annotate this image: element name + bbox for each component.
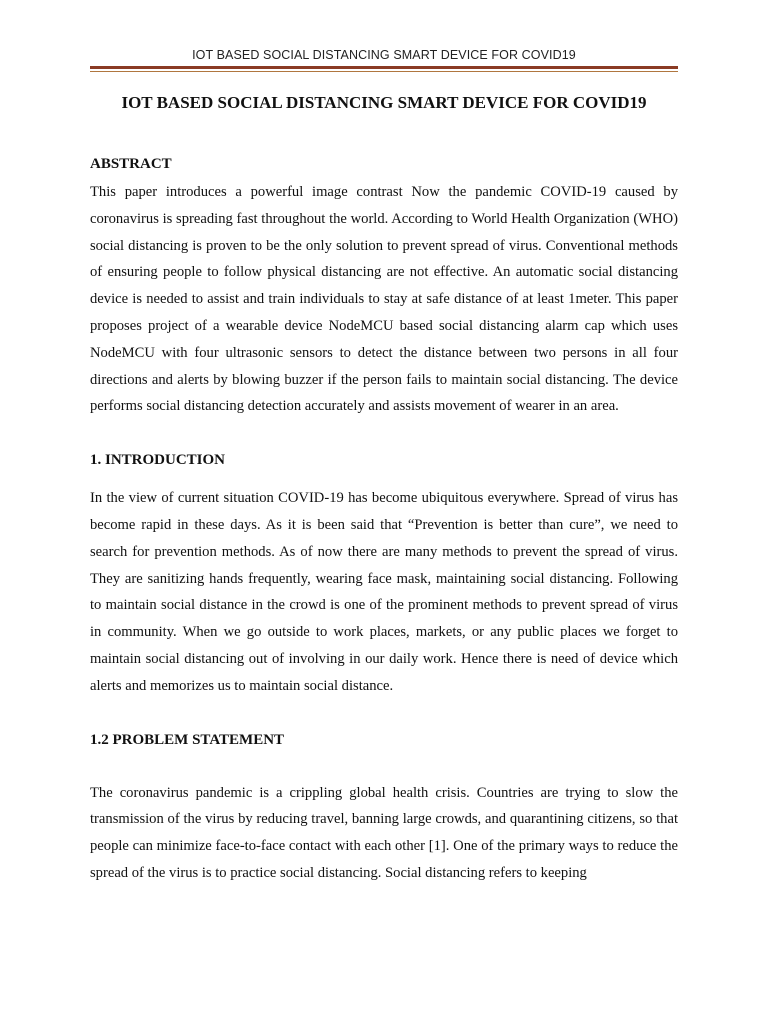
abstract-paragraph: This paper introduces a powerful image contrast Now the pandemic COVID-19 caused by coronavirus is spreading fast throughout the world. According to World Health Organization (WHO) social distancing is proven to be the only solution to prevent spread of virus. Conventional methods of ensuring people to follow physical distancing are not effective. An automatic social distancing device is needed to assist and train individuals to stay at safe distance of at least 1meter. This paper proposes project of a wearable device NodeMCU based social distancing alarm cap which uses NodeMCU with four ultrasonic sensors to detect the distance between two persons in all four directions and alerts by blowing buzzer if the person fails to maintain social distancing. The device performs social distancing detection accurately and assists movement of wearer in an area. bbox=[90, 184, 678, 415]
introduction-paragraph: In the view of current situation COVID-19 has become ubiquitous everywhere. Spread of virus has become rapid in these days. As it is been said that “Prevention is better than cure”, we need to search for prevention methods. As of now there are many methods to prevent the spread of virus. They are sanitizing hands frequently, wearing face mask, maintaining social distancing. Following to maintain social distance in the crowd is one of the prominent methods to prevent spread of virus in community. When we go outside to work places, markets, or any public places we forget to maintain social distancing out of involving in our daily work. Hence there is need of device which alerts and memorizes us to maintain social distance. bbox=[90, 490, 678, 694]
problem-statement-heading: 1.2 PROBLEM STATEMENT bbox=[90, 731, 285, 748]
page-body bbox=[90, 91, 678, 887]
problem-statement-paragraph: The coronavirus pandemic is a crippling global health crisis. Countries are trying to slow the transmission of the virus by reducing travel, banning large crowds, and quarantining citizens, so that people can minimize face-to-face contact with each other [1]. One of the primary ways to reduce the spread of the virus is to practice social distancing. Social distancing refers to keeping bbox=[90, 784, 678, 881]
header-rule-thick bbox=[90, 66, 678, 69]
introduction-heading: 1. INTRODUCTION bbox=[90, 452, 226, 469]
running-header: IOT BASED SOCIAL DISTANCING SMART DEVICE FOR COVID19 bbox=[192, 48, 576, 62]
header-rule-thin bbox=[90, 71, 678, 72]
abstract-heading: ABSTRACT bbox=[90, 156, 172, 172]
document-title: IOT BASED SOCIAL DISTANCING SMART DEVICE FOR COVID19 bbox=[121, 93, 647, 112]
